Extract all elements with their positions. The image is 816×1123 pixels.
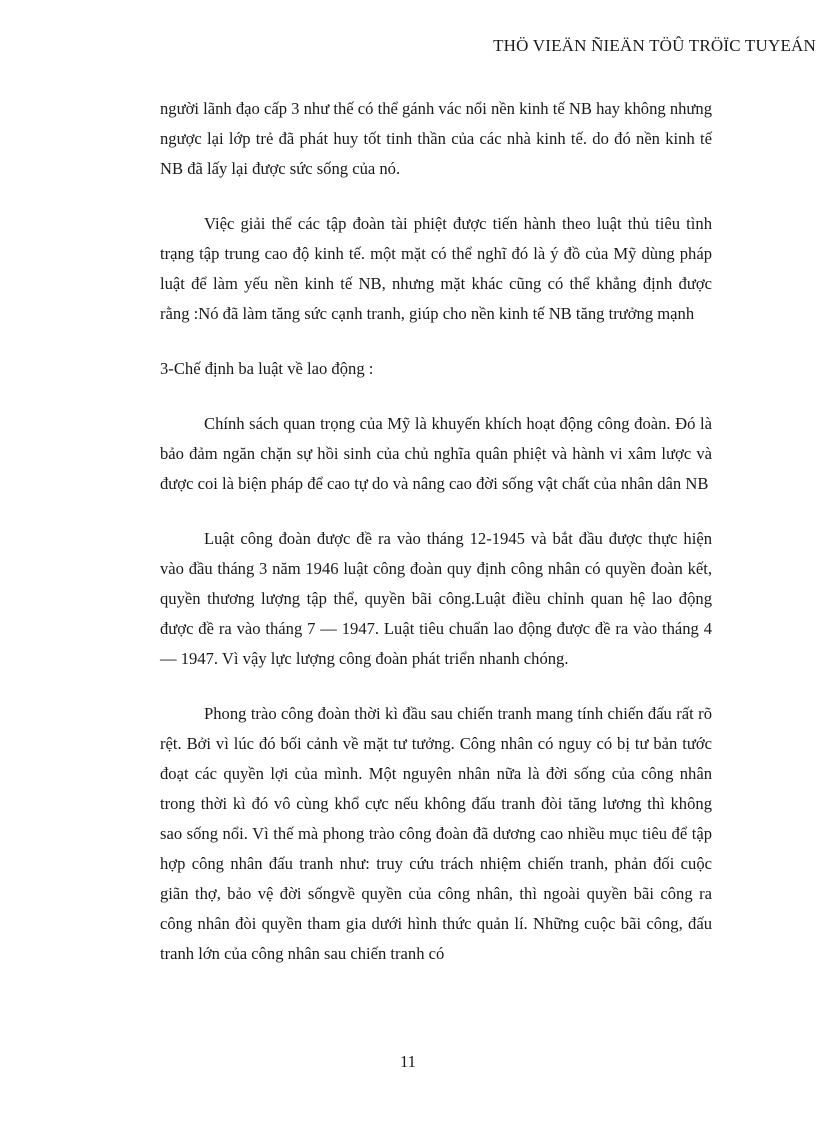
- paragraph: Chính sách quan trọng của Mỹ là khuyến khích hoạt động công đoàn. Đó là bảo đảm ngăn chặn sự hồi sinh của chủ nghĩa quân phiệt và hành vi xâm lược và được coi là biện pháp để cao tự do và nâng cao đời sống vật chất của nhân dân NB: [160, 414, 712, 493]
- document-body: [160, 94, 712, 994]
- paragraph: Việc giải thể các tập đoàn tài phiệt được tiến hành theo luật thủ tiêu tình trạng tập trung cao độ kinh tế. một mặt có thể nghĩ đó là ý đồ của Mỹ dùng pháp luật để làm yếu nền kinh tế NB, nhưng mặt khác cũng có thể khẳng định được rằng :Nó đã làm tăng sức cạnh tranh, giúp cho nền kinh tế NB tăng trưởng mạnh: [160, 214, 712, 323]
- paragraph: Phong trào công đoàn thời kì đầu sau chiến tranh mang tính chiến đấu rất rõ rệt. Bởi vì lúc đó bối cảnh về mặt tư tưởng. Công nhân có nguy có bị tư bản tước đoạt các quyền lợi của mình. Một nguyên nhân nữa là đời sống của công nhân trong thời kì đó vô cùng khổ cực nếu không đấu tranh đòi tăng lương thì không sao sống nổi. Vì thế mà phong trào công đoàn đã dương cao nhiều mục tiêu để tập hợp công nhân đấu tranh như: truy cứu trách nhiệm chiến tranh, phản đối cuộc giãn thợ, bảo vệ đời sốngvề quyền của công nhân, thì ngoài quyền bãi công ra công nhân đòi quyền tham gia dưới hình thức quản lí. Những cuộc bãi công, đấu tranh lớn của công nhân sau chiến tranh có: [160, 704, 712, 963]
- paragraph: người lãnh đạo cấp 3 như thế có thể gánh vác nổi nền kinh tế NB hay không nhưng ngược lại lớp trẻ đã phát huy tốt tinh thần của các nhà kinh tế. do đó nền kinh tế NB đã lấy lại được sức sống của nó.: [160, 99, 712, 178]
- page-number: 11: [400, 1052, 416, 1071]
- paragraph: Luật công đoàn được đề ra vào tháng 12-1945 và bắt đầu được thực hiện vào đầu tháng 3 năm 1946 luật công đoàn quy định công nhân có quyền đoàn kết, quyền thương lượng tập thể, quyền bãi công.Luật điều chỉnh quan hệ lao động được đề ra vào tháng 7 — 1947. Luật tiêu chuẩn lao động được đề ra vào tháng 4 — 1947. Vì vậy lực lượng công đoàn phát triển nhanh chóng.: [160, 529, 712, 668]
- page-header: THÖ VIEÄN ÑIEÄN TÖÛ TRÖÏC TUYEÁN: [493, 36, 816, 55]
- section-heading: 3-Chế định ba luật về lao động :: [160, 359, 374, 378]
